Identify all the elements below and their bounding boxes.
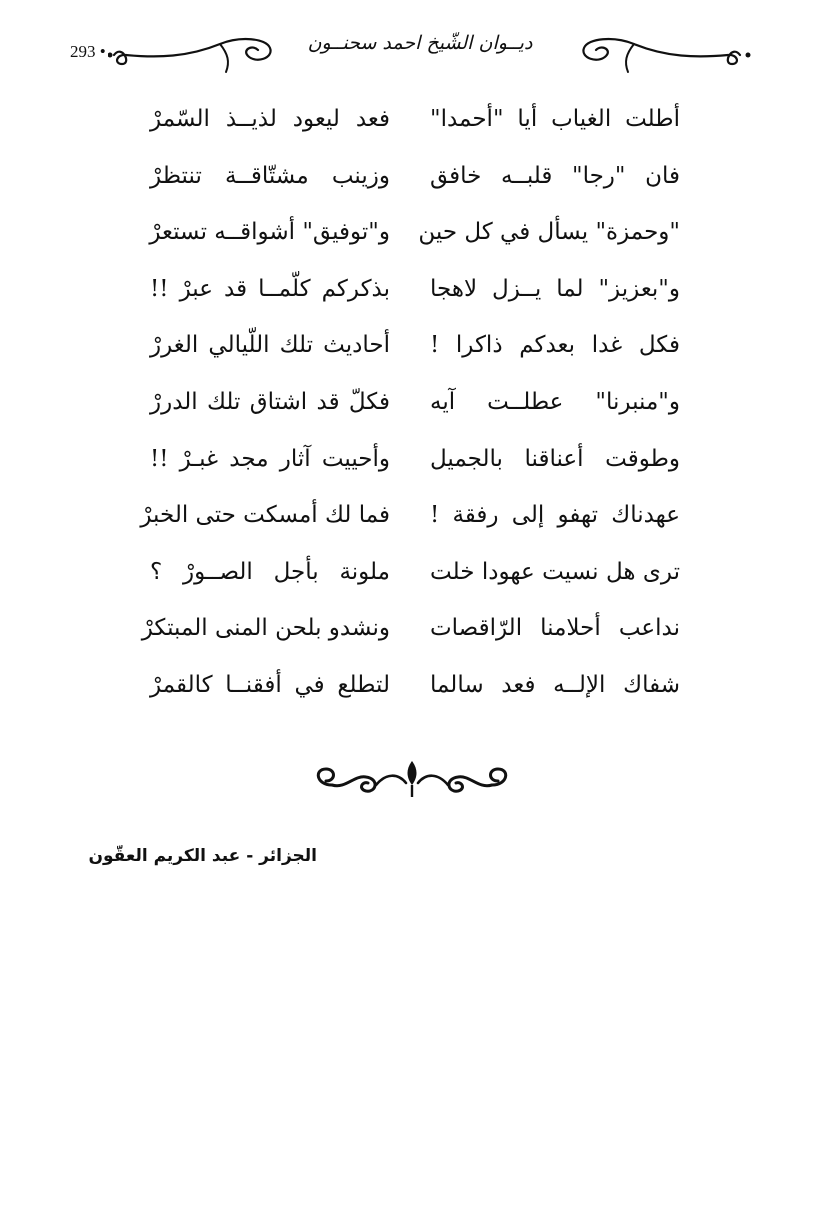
verse-second-half: ملونة بأجل الصــورْ ؟ xyxy=(150,558,390,585)
verse xyxy=(150,666,680,723)
verse-second-half: وأحييت آثار مجد غبـرْ !! xyxy=(150,445,390,472)
verse-first-half: و"بعزيز" لما يــزل لاهجا xyxy=(430,275,680,302)
verse-second-half: و"توفيق" أشواقــه تستعرْ xyxy=(149,219,390,246)
verse xyxy=(150,440,680,497)
verse-second-half: بذكركم كلّمــا قد عبرْ !! xyxy=(150,275,390,302)
ornament-divider-icon xyxy=(306,755,518,805)
flourish-right-icon xyxy=(572,30,754,74)
verse xyxy=(150,553,680,610)
verse-first-half: فان "رجا" قلبــه خافق xyxy=(430,162,680,189)
verse-second-half: فكلّ قد اشتاق تلك الدررْ xyxy=(150,388,390,415)
verse-second-half: وزينب مشتّاقــة تنتظرْ xyxy=(150,162,390,189)
page-number: 293 • xyxy=(70,42,106,61)
verse-second-half: ونشدو بلحن المنى المبتكرْ xyxy=(141,615,390,642)
verse-first-half: أطلت الغياب أيا "أحمدا" xyxy=(430,106,680,132)
verse-second-half: لتطلع في أفقنــا كالقمرْ xyxy=(150,671,390,698)
flourish-left-icon xyxy=(108,30,280,74)
verse xyxy=(140,496,680,553)
verse xyxy=(150,100,680,157)
verse xyxy=(150,157,680,214)
verse-first-half: "وحمزة" يسأل في كل حين xyxy=(418,219,680,246)
verse-first-half: فكل غدا بعدكم ذاكرا ! xyxy=(430,332,680,359)
verse-first-half: عهدناك تهفو إلى رفقة ! xyxy=(430,502,680,529)
poem xyxy=(140,100,680,723)
verse xyxy=(150,270,680,327)
verse xyxy=(150,326,680,383)
book-title: ديــوان الشّيخ احمد سحنــون xyxy=(307,32,533,54)
page-header xyxy=(0,22,822,72)
verse-second-half: فما لك أمسكت حتى الخبرْ xyxy=(140,502,390,529)
verse xyxy=(150,383,680,440)
poem-signature: الجزائر - عبد الكريم العقّون xyxy=(88,846,317,866)
verse-first-half: شفاك الإلــه فعد سالما xyxy=(430,671,680,698)
verse-first-half: ترى هل نسيت عهودا خلت xyxy=(430,558,680,585)
verse-second-half: فعد ليعود لذيــذ السّمرْ xyxy=(150,106,390,132)
verse-first-half: نداعب أحلامنا الرّاقصات xyxy=(430,615,680,642)
verse xyxy=(150,213,680,270)
verse xyxy=(141,609,680,666)
verse-first-half: و"منبرنا" عطلــت آيه xyxy=(430,388,680,415)
verse-first-half: وطوقت أعناقنا بالجميل xyxy=(430,445,680,472)
verse-second-half: أحاديث تلك اللّيالي الغررْ xyxy=(150,332,390,359)
